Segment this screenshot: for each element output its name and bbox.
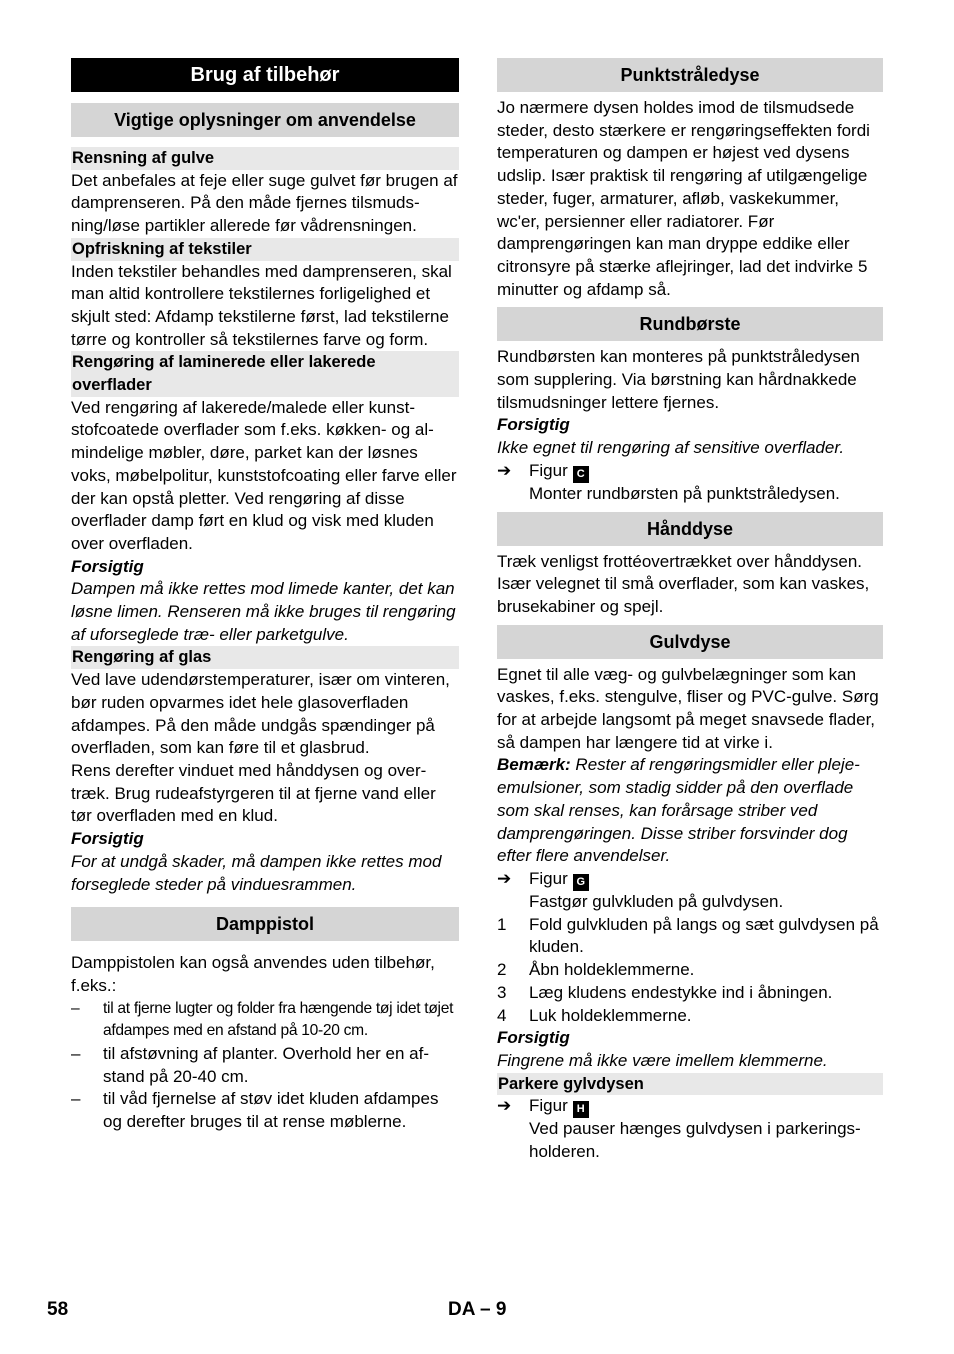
section-steam-gun: Damppistol [71,907,459,941]
list-item [71,1088,459,1133]
paragraph-point-nozzle: Jo nærmere dysen holdes imod de tilsmudsede steder, desto stærkere er rengøringseffekten fordi temperaturen og dampen er højest ved dysens udslip. Især praktisk til rengøring af utilgængelige steder, fuger, armaturer, afløb, vaskekummer, wc'er, persienner eller radiatorer. Før damprengøringen kan man dryppe eddike eller citronsyre på stærke aflejringer, lad det indvirke 5 minutter og afdamp så. [497,98,870,299]
paragraph-floors: Det anbefales at feje eller suge gulvet før brugen af damprenseren. På den måde fjernes tilsmudsning/løse partikler allerede før vådrensningen. [71,170,458,236]
list-item [71,998,459,1043]
list-item-text: til at fjerne lugter og folder fra hængende tøj idet tøjet afdampes med en afstand på 10-20 cm. [103,999,454,1040]
section-round-brush: Rundbørste [497,307,883,341]
subheading-textiles: Opfriskning af tekstiler [71,238,459,261]
caution-label-round-brush: Forsigtig [497,415,570,435]
subheading-floors: Rensning af gulve [71,147,459,170]
right-column [497,58,883,1164]
step-text: Læg kludens endestykke ind i åbningen. [529,982,833,1002]
section-important-info: Vigtige oplysninger om anvendelse [71,103,459,137]
paragraph-laminated: Ved rengøring af lakerede/malede eller kunststofcoatede overflader som f.eks. køkken- og almindelige møbler, døre, parket kan der løsnes voks, møbelpolitur, kunststofcoating eller farve eller der kan opstå pletter. Ved rengøring af disse overflader damp ført en klud og visk med kluden over overfladen. [71,397,457,553]
dash-marker: – [71,999,80,1017]
numbered-step [497,1005,883,1028]
figure-reference [497,868,883,891]
page-number: 58 [47,1299,69,1320]
figure-reference [497,460,883,483]
numbered-step [497,959,883,982]
arrow-right-icon: ➔ [497,868,512,888]
paragraph-floor-nozzle: Egnet til alle væg- og gulvbelægninger som kan vaskes, f.eks. stengulve, fliser og PVC-gulve. Sørg for at arbejde langsomt på meget snavsede flader, så dampen har længere tid at virke i. [497,664,879,752]
subheading-laminated: Rengøring af laminerede eller lakerede overflader [71,351,459,396]
instruction-text: Fastgør gulvkluden på gulvdysen. [529,891,784,911]
step-number: 1 [497,914,507,934]
numbered-step [497,982,883,1005]
figure-label: Figur [529,1096,568,1116]
instruction-text: Ved pauser hænges gulvdysen i parkeringsholderen. [529,1119,861,1162]
note-floor-nozzle [497,754,883,868]
note-label: Bemærk: [497,755,571,775]
subheading-glass: Rengøring af glas [71,646,459,669]
caution-label-laminated: Forsigtig [71,556,144,576]
caution-label-glass: Forsigtig [71,829,144,849]
caution-text-round-brush: Ikke egnet til rengøring af sensitive overflader. [497,438,845,458]
caution-label-floor-nozzle: Forsigtig [497,1028,570,1048]
figure-label: Figur [529,868,568,888]
figure-label: Figur [529,460,568,480]
list-item [71,1043,459,1088]
caution-text-floor-nozzle: Fingrene må ikke være imellem klemmerne. [497,1050,828,1070]
numbered-step [497,914,883,959]
paragraph-steam-gun-intro: Damppistolen kan også anvendes uden tilbehør, f.eks.: [71,953,435,995]
left-column [71,58,459,1134]
subheading-park: Parkere gylvdysen [497,1073,883,1096]
step-number: 4 [497,1005,507,1025]
paragraph-textiles: Inden tekstiler behandles med damprenseren, skal man altid kontrollere tekstilernes forligelighed et skjult sted: Afdamp tekstilerne først, lad tekstilerne tørre og kontroller så tekstilernes farve og form. [71,261,452,349]
instruction-row [497,483,883,506]
section-floor-nozzle: Gulvdyse [497,625,883,659]
page-code: DA – 9 [448,1299,507,1320]
step-number: 3 [497,982,507,1002]
chapter-title: Brug af tilbehør [71,58,459,92]
note-text: Rester af rengøringsmidler eller plejeemulsioner, som stadig sidder på den overflade som skal renses, kan forårsage striber ved damprengøringen. Disse striber forsvinder dog efter flere anvendelser. [497,755,860,866]
step-text: Fold gulvkluden på langs og sæt gulvdysen på kluden. [529,914,879,957]
list-item-text: til våd fjernelse af støv idet kluden afdampes og derefter bruges til at rense møblerne. [103,1089,439,1132]
figure-letter-badge: C [573,466,589,483]
list-item-text: til afstøvning af planter. Overhold her en afstand på 20-40 cm. [103,1044,430,1086]
instruction-row [497,1118,883,1163]
step-text: Åbn holdeklemmerne. [529,960,695,980]
figure-letter-badge: G [573,874,589,891]
figure-reference [497,1095,883,1118]
arrow-right-icon: ➔ [497,1096,512,1116]
paragraph-hand-nozzle: Træk venligst frottéovertrækket over hånddysen. Især velegnet til små overflader, som kan vaskes, brusekabiner og spejl. [497,551,870,616]
instruction-row [497,891,883,914]
caution-text-glass: For at undgå skader, må dampen ikke rettes mod forseglede steder på vinduesrammen. [71,851,442,894]
figure-letter-badge: H [573,1101,589,1118]
paragraph-glass-2: Rens derefter vinduet med hånddysen og overtræk. Brug rudeafstyrgeren til at fjerne vand eller tør overfladen med en klud. [71,760,436,826]
dash-marker: – [71,1089,81,1109]
arrow-right-icon: ➔ [497,460,512,480]
caution-text-laminated: Dampen må ikke rettes mod limede kanter, det kan løsne limen. Renseren må ikke bruges til rengøring af uforseglede træ- eller parketgulve. [71,579,456,644]
step-text: Luk holdeklemmerne. [529,1005,692,1025]
paragraph-glass-1: Ved lave udendørstemperaturer, især om vinteren, bør ruden opvarmes idet hele glasoverfladen afdampes. På den måde undgås spændinger på overfladen, som kan føre til et glasbrud. [71,670,450,758]
instruction-text: Monter rundbørsten på punktstråledysen. [529,483,840,503]
section-point-nozzle: Punktstråledyse [497,58,883,92]
step-number: 2 [497,960,507,980]
section-hand-nozzle: Hånddyse [497,512,883,546]
dash-marker: – [71,1044,81,1064]
paragraph-round-brush: Rundbørsten kan monteres på punktstråledysen som supplering. Via børstning kan hårdnakkede tilsmudsninger lettere fjernes. [497,347,860,412]
